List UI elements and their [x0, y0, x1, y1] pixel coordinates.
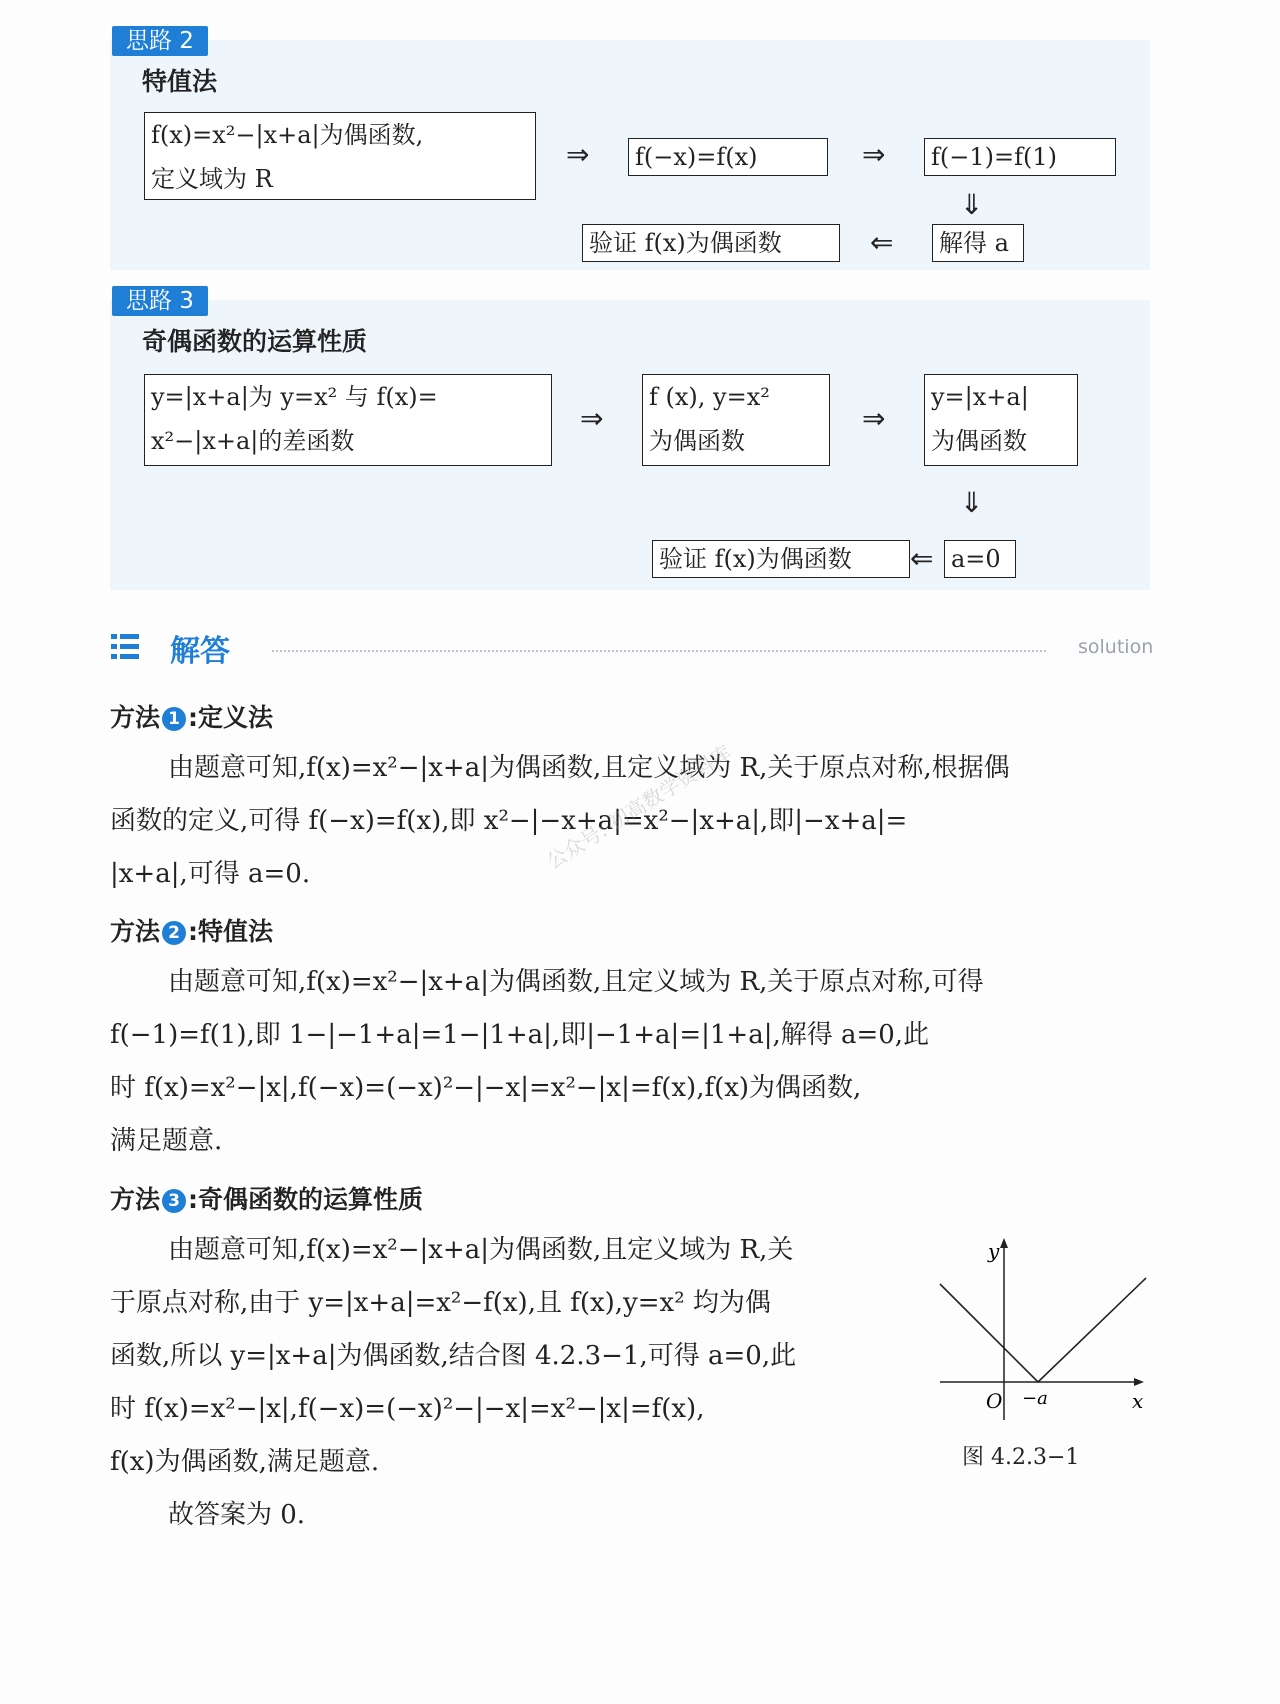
method3-prefix: 方法 — [110, 1185, 161, 1214]
method3-heading — [110, 1180, 423, 1216]
approach3-arrow-2: ⇒ — [862, 402, 886, 435]
approach3-arrow-left: ⇐ — [910, 542, 934, 575]
approach2-box-special-value: f(−1)=f(1) — [924, 138, 1116, 176]
list-icon — [110, 632, 140, 662]
y-axis-label: y — [988, 1239, 1000, 1263]
method1-prefix: 方法 — [110, 703, 161, 732]
approach2-arrow-left: ⇐ — [870, 226, 894, 259]
approach3-box-abs-even — [924, 374, 1078, 466]
method3-line2: 于原点对称,由于 y=|x+a|=x²−f(x),且 f(x),y=x² 均为偶 — [110, 1288, 771, 1318]
approach3-box-even-parts-line1: f (x), y=x² — [649, 383, 770, 411]
approach2-box-solve: 解得 a — [932, 224, 1024, 262]
approach3-box-abs-even-line1: y=|x+a| — [931, 383, 1029, 411]
solution-divider — [272, 650, 1046, 652]
approach2-box-condition-line2: 定义域为 R — [151, 165, 273, 193]
solution-title: 解答 — [170, 634, 230, 669]
final-answer: 故答案为 0. — [168, 1500, 306, 1530]
method1-line2: 函数的定义,可得 f(−x)=f(x),即 x²−|−x+a|=x²−|x+a|,即|−x+a|= — [110, 806, 908, 836]
approach2-title: 特值法 — [142, 67, 218, 96]
approach3-box-verify: 验证 f(x)为偶函数 — [652, 540, 910, 578]
approach2-arrow-down: ⇓ — [960, 188, 984, 221]
method2-prefix: 方法 — [110, 917, 161, 946]
figure-caption: 图 4.2.3−1 — [962, 1445, 1080, 1470]
approach3-arrow-1: ⇒ — [580, 402, 604, 435]
function-graph-figure — [930, 1232, 1160, 1422]
approach2-tag: 思路 2 — [112, 26, 208, 56]
method2-line1: 由题意可知,f(x)=x²−|x+a|为偶函数,且定义域为 R,关于原点对称,可得 — [168, 967, 984, 997]
method3-number-badge: 3 — [162, 1189, 186, 1213]
approach2-box-even-def: f(−x)=f(x) — [628, 138, 828, 176]
approach3-box-even-parts-line2: 为偶函数 — [649, 427, 745, 455]
approach3-box-difference-line2: x²−|x+a|的差函数 — [151, 427, 355, 455]
method2-number-badge: 2 — [162, 921, 186, 945]
method2-name: :特值法 — [188, 917, 274, 946]
approach3-box-difference — [144, 374, 552, 466]
method1-line1: 由题意可知,f(x)=x²−|x+a|为偶函数,且定义域为 R,关于原点对称,根据偶 — [168, 753, 1010, 783]
method2-line4: 满足题意. — [110, 1126, 223, 1156]
vertex-label: −a — [1022, 1388, 1048, 1409]
method2-body — [110, 956, 984, 1168]
x-axis-label: x — [1132, 1389, 1144, 1413]
solution-english-label: solution — [1078, 636, 1154, 658]
abs-function-curve — [940, 1278, 1146, 1382]
watermark-text: 公众号: 初高数学资料库 — [542, 740, 736, 874]
method3-line1: 由题意可知,f(x)=x²−|x+a|为偶函数,且定义域为 R,关 — [168, 1235, 794, 1265]
approach3-title: 奇偶函数的运算性质 — [142, 327, 368, 356]
method1-line3: |x+a|,可得 a=0. — [110, 859, 311, 889]
approach3-box-result: a=0 — [944, 540, 1016, 578]
approach2-box-condition — [144, 112, 536, 200]
origin-label: O — [986, 1389, 1003, 1413]
approach3-box-difference-line1: y=|x+a|为 y=x² 与 f(x)= — [151, 383, 438, 411]
approach3-arrow-down: ⇓ — [960, 486, 984, 519]
approach2-arrow-2: ⇒ — [862, 138, 886, 171]
approach2-box-verify: 验证 f(x)为偶函数 — [582, 224, 840, 262]
method3-body — [110, 1224, 796, 1489]
method2-heading — [110, 912, 273, 948]
method2-line3: 时 f(x)=x²−|x|,f(−x)=(−x)²−|−x|=x²−|x|=f(x),f(x)为偶函数, — [110, 1073, 862, 1103]
x-axis-arrowhead — [1134, 1378, 1144, 1386]
method3-name: :奇偶函数的运算性质 — [188, 1185, 424, 1214]
method1-body — [110, 742, 1010, 901]
y-axis-arrowhead — [1000, 1238, 1008, 1248]
method3-line4: 时 f(x)=x²−|x|,f(−x)=(−x)²−|−x|=x²−|x|=f(x), — [110, 1394, 705, 1424]
approach2-arrow-1: ⇒ — [566, 138, 590, 171]
method1-heading — [110, 698, 273, 734]
method2-line2: f(−1)=f(1),即 1−|−1+a|=1−|1+a|,即|−1+a|=|1+a|,解得 a=0,此 — [110, 1020, 930, 1050]
approach2-box-condition-line1: f(x)=x²−|x+a|为偶函数, — [151, 121, 424, 149]
method1-name: :定义法 — [188, 703, 274, 732]
method3-line5: f(x)为偶函数,满足题意. — [110, 1447, 380, 1477]
approach3-tag: 思路 3 — [112, 286, 208, 316]
approach3-box-abs-even-line2: 为偶函数 — [931, 427, 1027, 455]
approach3-box-even-parts — [642, 374, 830, 466]
method1-number-badge: 1 — [162, 707, 186, 731]
method3-line3: 函数,所以 y=|x+a|为偶函数,结合图 4.2.3−1,可得 a=0,此 — [110, 1341, 797, 1371]
